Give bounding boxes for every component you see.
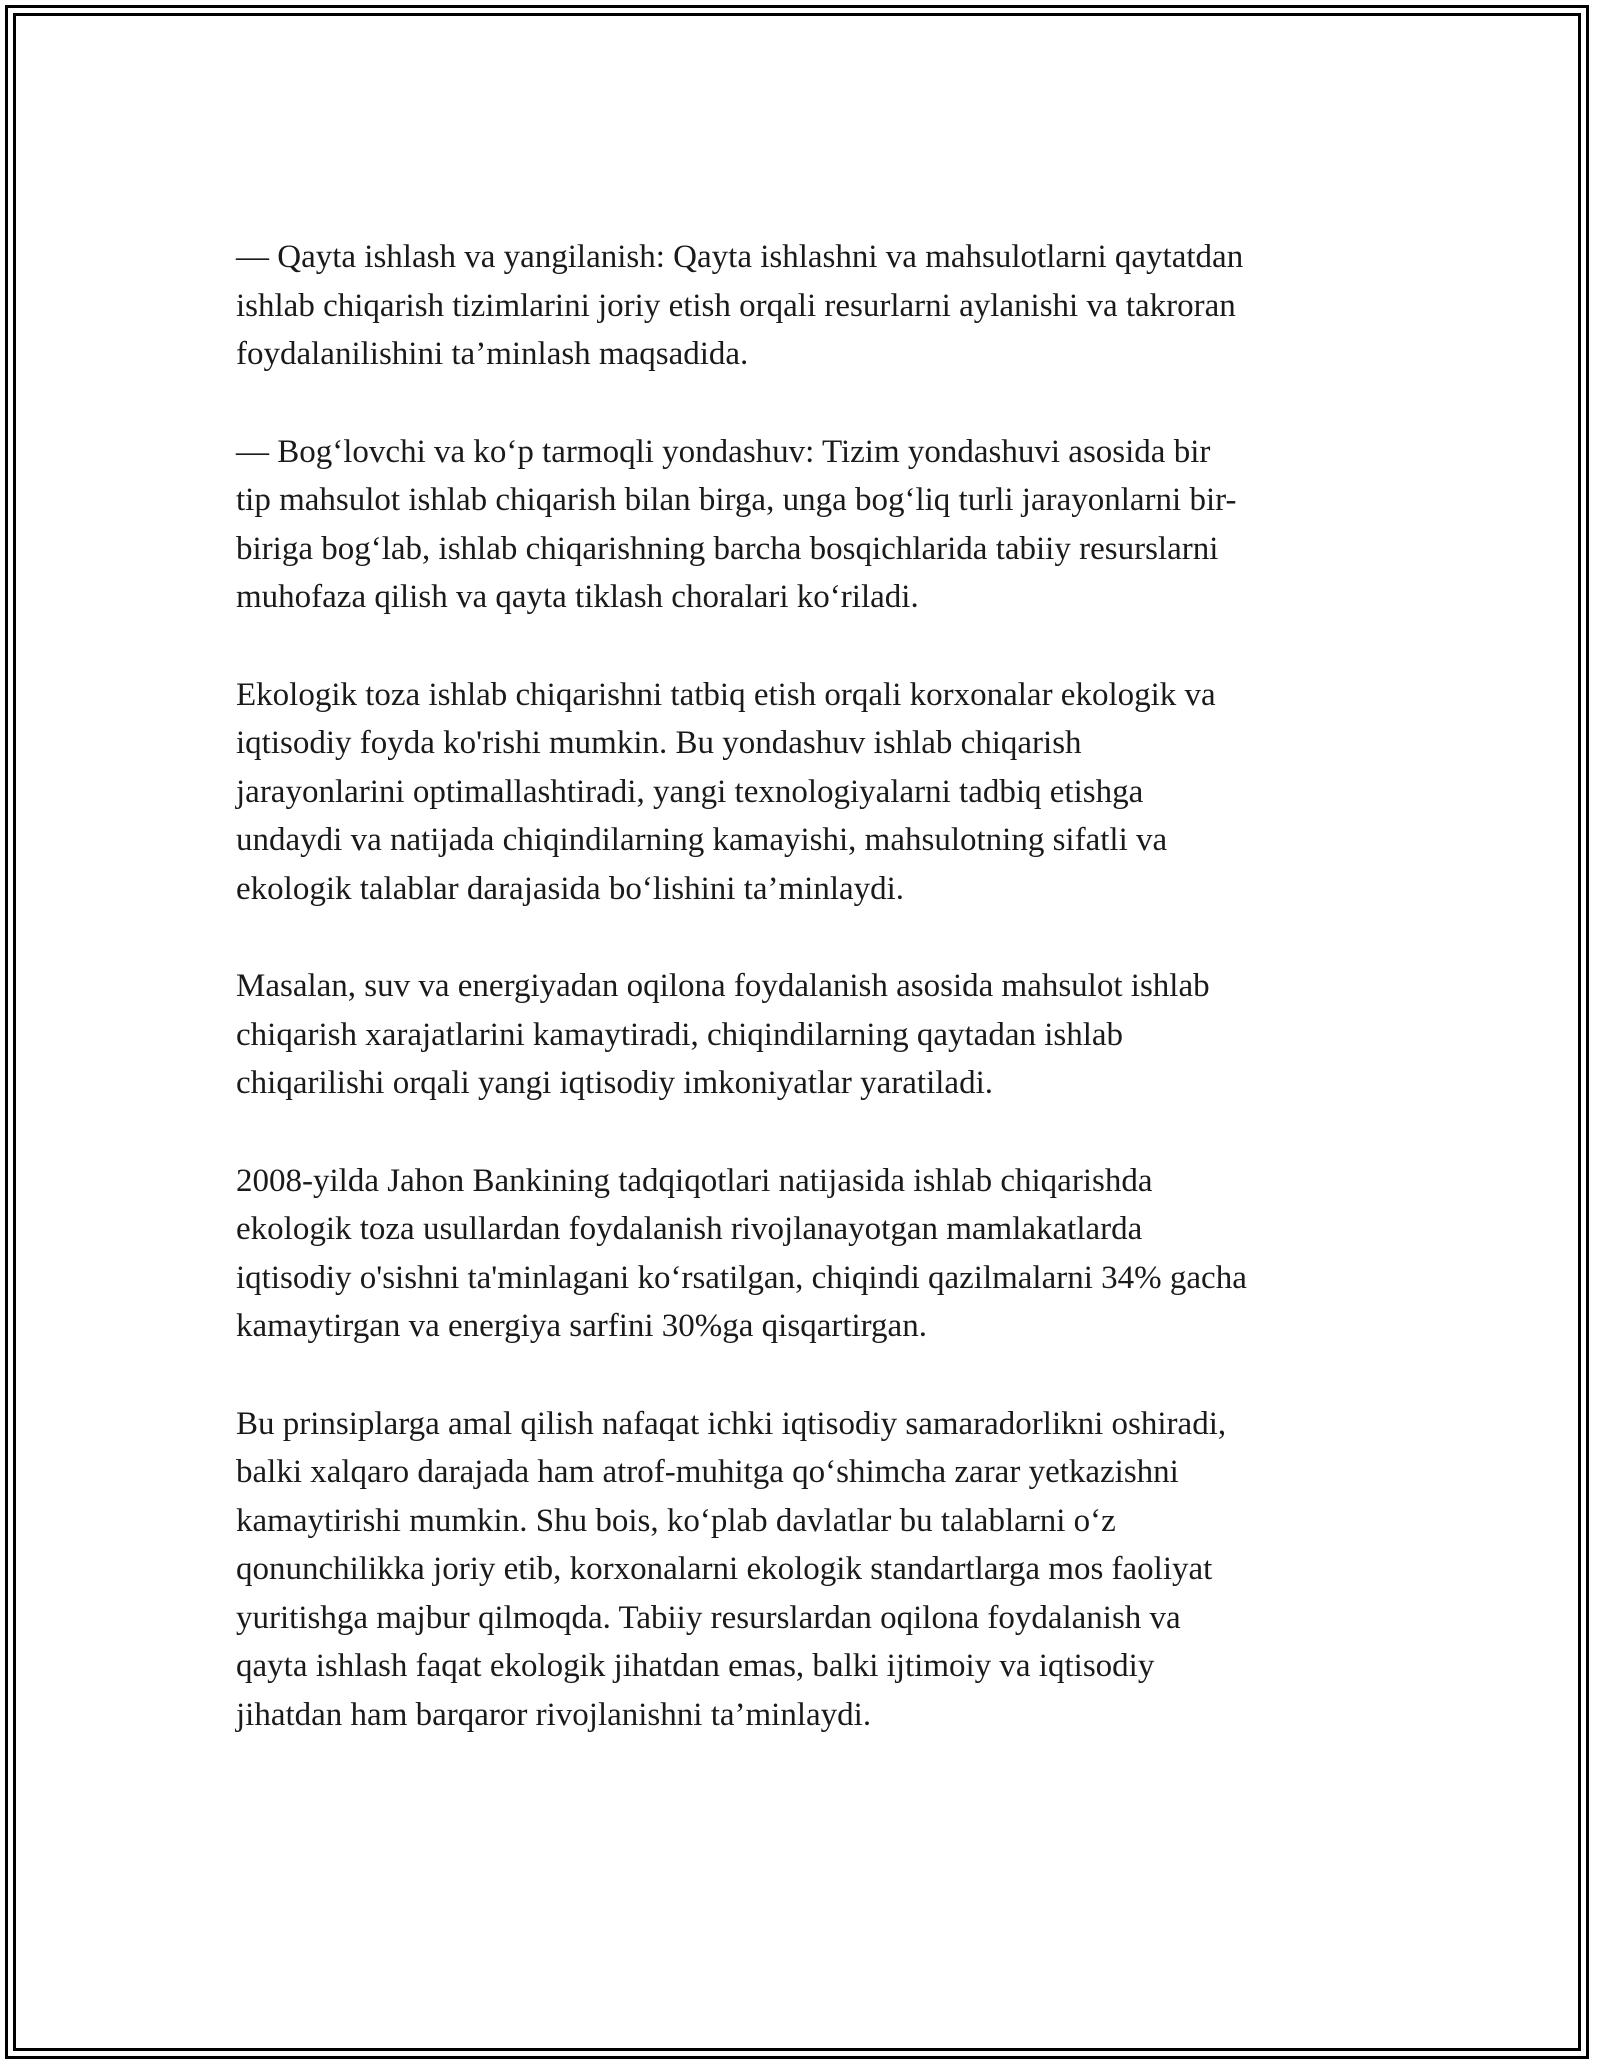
- paragraph-clean-production-benefits: Ekologik toza ishlab chiqarishni tatbiq etish orqali korxonalar ekologik va iqtisodiy foyda ko'rishi mumkin. Bu yondashuv ishlab chiqarish jarayonlarini optimallashtiradi, yangi texnologiyalarni tadbiq etishga undaydi va natijada chiqindilarning kamayishi, mahsulotning sifatli va ekologik talablar darajasida bo‘lishini ta’minlaydi.: [236, 676, 1216, 907]
- paragraph-example: Masalan, suv va energiyadan oqilona foydalanish asosida mahsulot ishlab chiqarish xarajatlarini kamaytiradi, chiqindilarning qaytadan ishlab chiqarilishi orqali yangi iqtisodiy imkoniyatlar yaratiladi.: [236, 968, 1210, 1101]
- paragraph-world-bank-study: 2008-yilda Jahon Bankining tadqiqotlari natijasida ishlab chiqarishda ekologik toza usullardan foydalanish rivojlanayotgan mamlakatlarda iqtisodiy o'sishni ta'minlagani ko‘rsatilgan, chiqindi qazilmalarni 34% gacha kamaytirgan va energiya sarfini 30%ga qisqartirgan.: [236, 1162, 1247, 1344]
- document-body: [236, 233, 1366, 1788]
- paragraph-recycling: — Qayta ishlash va yangilanish: Qayta ishlashni va mahsulotlarni qaytatdan ishlab chiqarish tizimlarini joriy etish orqali resurlarni aylanishi va takroran foydalanilishini ta’minlash maqsadida.: [236, 239, 1244, 372]
- paragraph-conclusion: Bu prinsiplarga amal qilish nafaqat ichki iqtisodiy samaradorlikni oshiradi, balki xalqaro darajada ham atrof-muhitga qo‘shimcha zarar yetkazishni kamaytirishi mumkin. Shu bois, ko‘plab davlatlar bu talablarni o‘z qonunchilikka joriy etib, korxonalarni ekologik standartlarga mos faoliyat yuritishga majbur qilmoqda. Tabiiy resurslardan oqilona foydalanish va qayta ishlash faqat ekologik jihatdan emas, balki ijtimoiy va iqtisodiy jihatdan ham barqaror rivojlanishni ta’minlaydi.: [236, 1405, 1227, 1733]
- paragraph-multisector-approach: — Bog‘lovchi va ko‘p tarmoqli yondashuv: Tizim yondashuvi asosida bir tip mahsulot ishlab chiqarish bilan birga, unga bog‘liq turli jarayonlarni bir- biriga bog‘lab, ishlab chiqarishning barcha bosqichlarida tabiiy resurslarni muhofaza qilish va qayta tiklash choralari ko‘riladi.: [236, 433, 1237, 615]
